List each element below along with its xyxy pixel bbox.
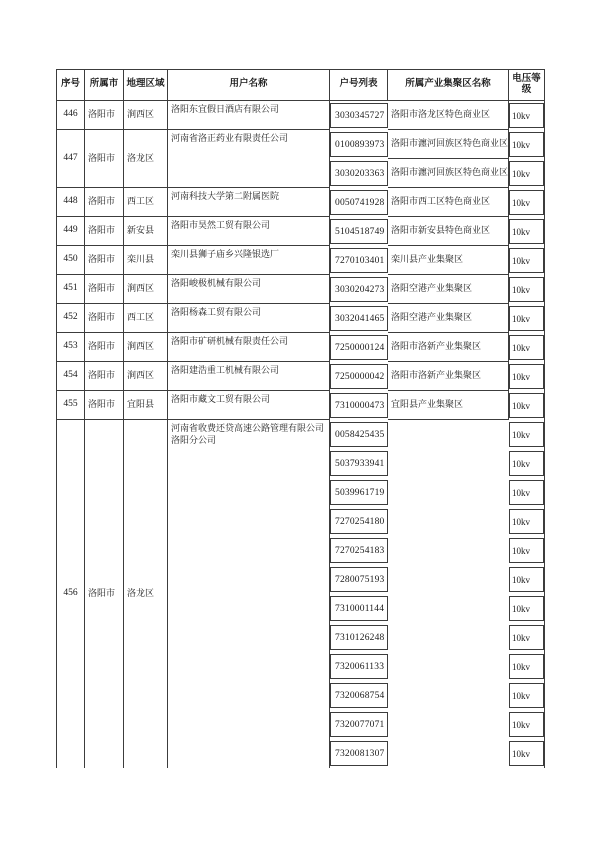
cell-account-number: 7310001144 (330, 596, 388, 621)
cell-city: 洛阳市 (85, 333, 124, 362)
cell-user: 洛阳市藏文工贸有限公司 (168, 391, 330, 420)
cell-region: 西工区 (124, 188, 168, 217)
cell-account-number: 0100893973 (330, 132, 388, 157)
cell-account-number: 5037933941 (330, 451, 388, 476)
cell-region: 涧西区 (124, 101, 168, 130)
cell-cluster-name: 洛阳市洛新产业集聚区 (388, 333, 509, 362)
cell-user: 洛阳杨森工贸有限公司 (168, 304, 330, 333)
cell-cluster-name: 洛阳市瀍河回族区特色商业区 (388, 130, 509, 159)
cell-region: 洛龙区 (124, 130, 168, 188)
cell-account-number: 7270254180 (330, 509, 388, 534)
cell-user: 洛阳建浩重工机械有限公司 (168, 362, 330, 391)
cell-account-number: 7250000124 (330, 335, 388, 360)
cell-account-number: 7280075193 (330, 567, 388, 592)
cell-voltage-level: 10kv (509, 306, 544, 331)
cell-region: 宜阳县 (124, 391, 168, 420)
cell-region: 涧西区 (124, 333, 168, 362)
cell-account-number: 5039961719 (330, 480, 388, 505)
cell-account-number: 3032041465 (330, 306, 388, 331)
cell-voltage-level: 10kv (509, 422, 544, 447)
cell-account-number: 3030204273 (330, 277, 388, 302)
cell-city: 洛阳市 (85, 362, 124, 391)
cell-voltage-level: 10kv (509, 161, 544, 186)
cell-city: 洛阳市 (85, 101, 124, 130)
cell-user: 河南省洛正药业有限责任公司 (168, 130, 330, 188)
cell-voltage-level: 10kv (509, 480, 544, 505)
cell-city: 洛阳市 (85, 188, 124, 217)
cell-voltage-level: 10kv (509, 654, 544, 679)
cell-cluster-merged (388, 420, 509, 768)
cell-account-number: 3030203363 (330, 161, 388, 186)
cell-voltage-level: 10kv (509, 219, 544, 244)
cell-cluster-name: 洛阳市洛龙区特色商业区 (388, 101, 509, 130)
cell-account-number: 0058425435 (330, 422, 388, 447)
cell-seq: 455 (57, 391, 85, 420)
cell-user: 河南省收费还贷高速公路管理有限公司洛阳分公司 (168, 420, 330, 768)
cell-region: 西工区 (124, 304, 168, 333)
header-cell-seq: 序号 (57, 70, 85, 101)
cell-voltage-level: 10kv (509, 132, 544, 157)
cell-seq: 453 (57, 333, 85, 362)
cell-region: 涧西区 (124, 275, 168, 304)
cell-account-number: 5104518749 (330, 219, 388, 244)
cell-city: 洛阳市 (85, 304, 124, 333)
cell-account-number: 7320068754 (330, 683, 388, 708)
cell-voltage-level: 10kv (509, 683, 544, 708)
cell-seq: 449 (57, 217, 85, 246)
header-cell-city: 所属市 (85, 70, 124, 101)
cell-account-number: 7310000473 (330, 393, 388, 418)
cell-voltage-level: 10kv (509, 567, 544, 592)
cell-voltage-level: 10kv (509, 538, 544, 563)
cell-voltage-level: 10kv (509, 741, 544, 766)
cell-voltage-level: 10kv (509, 248, 544, 273)
cell-voltage-level: 10kv (509, 393, 544, 418)
cell-seq: 447 (57, 130, 85, 188)
cell-seq: 452 (57, 304, 85, 333)
cell-city: 洛阳市 (85, 130, 124, 188)
cell-region: 涧西区 (124, 362, 168, 391)
cell-account-number: 3030345727 (330, 103, 388, 128)
cell-seq: 456 (57, 420, 85, 768)
cell-cluster-name: 洛阳市西工区特色商业区 (388, 188, 509, 217)
cell-voltage-level: 10kv (509, 190, 544, 215)
cell-user: 洛阳市昊然工贸有限公司 (168, 217, 330, 246)
cell-seq: 450 (57, 246, 85, 275)
cell-cluster-name: 洛阳市瀍河回族区特色商业区 (388, 159, 509, 188)
cell-city: 洛阳市 (85, 217, 124, 246)
cell-account-number: 7320081307 (330, 741, 388, 766)
cell-region: 栾川县 (124, 246, 168, 275)
cell-city: 洛阳市 (85, 246, 124, 275)
cell-city: 洛阳市 (85, 275, 124, 304)
cell-account-number: 7310126248 (330, 625, 388, 650)
user-table (56, 69, 545, 768)
header-cell-user: 用户名称 (168, 70, 330, 101)
cell-seq: 446 (57, 101, 85, 130)
cell-account-number: 7320077071 (330, 712, 388, 737)
cell-cluster-name: 洛阳空港产业集聚区 (388, 304, 509, 333)
cell-seq: 448 (57, 188, 85, 217)
cell-account-number: 7320061133 (330, 654, 388, 679)
cell-voltage-level: 10kv (509, 335, 544, 360)
cell-account-number: 0050741928 (330, 190, 388, 215)
cell-account-number: 7250000042 (330, 364, 388, 389)
cell-cluster-name: 洛阳市洛新产业集聚区 (388, 362, 509, 391)
cell-voltage-level: 10kv (509, 277, 544, 302)
cell-city: 洛阳市 (85, 420, 124, 768)
cell-voltage-level: 10kv (509, 103, 544, 128)
cell-cluster-name: 宜阳县产业集聚区 (388, 391, 509, 420)
cell-user: 栾川县狮子庙乡兴隆银选厂 (168, 246, 330, 275)
cell-account-number: 7270254183 (330, 538, 388, 563)
cell-user: 河南科技大学第二附属医院 (168, 188, 330, 217)
cell-user: 洛阳市矿研机械有限责任公司 (168, 333, 330, 362)
cell-seq: 454 (57, 362, 85, 391)
header-cell-account: 户号列表 (330, 70, 388, 101)
header-cell-region: 地理区域 (124, 70, 168, 101)
cell-voltage-level: 10kv (509, 625, 544, 650)
cell-account-number: 7270103401 (330, 248, 388, 273)
cell-voltage-level: 10kv (509, 596, 544, 621)
cell-cluster-name: 洛阳市新安县特色商业区 (388, 217, 509, 246)
cell-seq: 451 (57, 275, 85, 304)
cell-city: 洛阳市 (85, 391, 124, 420)
cell-user: 洛阳峻极机械有限公司 (168, 275, 330, 304)
cell-region: 洛龙区 (124, 420, 168, 768)
cell-region: 新安县 (124, 217, 168, 246)
cell-voltage-level: 10kv (509, 509, 544, 534)
header-cell-voltage: 电压等级 (509, 70, 544, 101)
cell-voltage-level: 10kv (509, 451, 544, 476)
cell-cluster-name: 洛阳空港产业集聚区 (388, 275, 509, 304)
cell-user: 洛阳东宜假日酒店有限公司 (168, 101, 330, 130)
cell-voltage-level: 10kv (509, 364, 544, 389)
cell-voltage-level: 10kv (509, 712, 544, 737)
header-cell-cluster: 所属产业集聚区名称 (388, 70, 509, 101)
cell-cluster-name: 栾川县产业集聚区 (388, 246, 509, 275)
